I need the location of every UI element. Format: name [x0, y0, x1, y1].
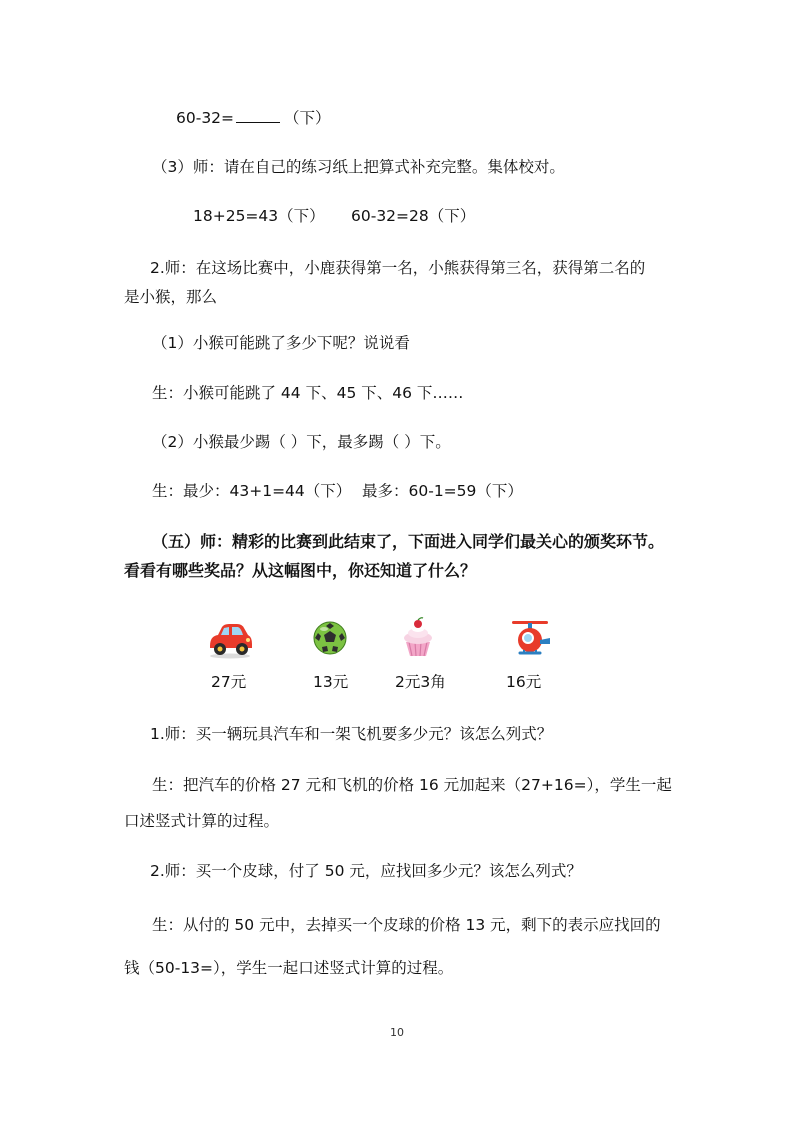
- paragraph-line: （2）小猴最少踢（ ）下，最多踢（ ）下。: [152, 433, 451, 451]
- paragraph-line: 生：从付的 50 元中，去掉买一个皮球的价格 13 元，剩下的表示应找回的: [152, 916, 661, 934]
- paragraph-line: （1）小猴可能跳了多少下呢？说说看: [152, 334, 410, 352]
- section-heading: 看看有哪些奖品？从这幅图中，你还知道了什么？: [124, 561, 477, 580]
- unit-text: （下）: [284, 109, 331, 127]
- equation-line: 60-32=28（下）: [351, 207, 476, 225]
- page-number: 10: [390, 1026, 404, 1039]
- paragraph-line: 2.师：买一个皮球，付了 50 元，应找回多少元？该怎么列式？: [150, 862, 582, 880]
- toy-car-icon: [206, 616, 254, 660]
- paragraph-line: 生：最少：43+1=44（下）: [152, 482, 352, 500]
- paragraph-line: 2.师：在这场比赛中，小鹿获得第一名，小熊获得第三名，获得第二名的: [150, 259, 646, 277]
- paragraph-line: 生：小猴可能跳了 44 下、45 下、46 下……: [152, 384, 464, 402]
- paragraph-line: 最多：60-1=59（下）: [362, 482, 523, 500]
- prize-price: 13元: [313, 673, 349, 691]
- paragraph-line: 生：把汽车的价格 27 元和飞机的价格 16 元加起来（27+16=），学生一起: [152, 776, 672, 794]
- toy-helicopter-icon: [506, 616, 554, 660]
- paragraph-line: 是小猴，那么: [124, 288, 218, 306]
- prize-price: 16元: [506, 673, 542, 691]
- paragraph-line: （3）师：请在自己的练习纸上把算式补充完整。集体校对。: [152, 158, 565, 176]
- paragraph-line: 1.师：买一辆玩具汽车和一架飞机要多少元？该怎么列式？: [150, 725, 553, 743]
- equation-with-blank: [176, 108, 331, 128]
- prize-price: 2元3角: [395, 673, 446, 691]
- prize-price: 27元: [211, 673, 247, 691]
- answer-blank: [236, 108, 280, 123]
- cupcake-icon: [394, 616, 442, 660]
- ball-icon: [306, 616, 354, 660]
- section-heading: （五）师：精彩的比赛到此结束了，下面进入同学们最关心的颁奖环节。: [152, 532, 665, 551]
- paragraph-line: 口述竖式计算的过程。: [124, 812, 280, 830]
- equation-line: 18+25=43（下）: [193, 207, 325, 225]
- equation-text: 60-32=: [176, 109, 235, 127]
- paragraph-line: 钱（50-13=），学生一起口述竖式计算的过程。: [124, 959, 454, 977]
